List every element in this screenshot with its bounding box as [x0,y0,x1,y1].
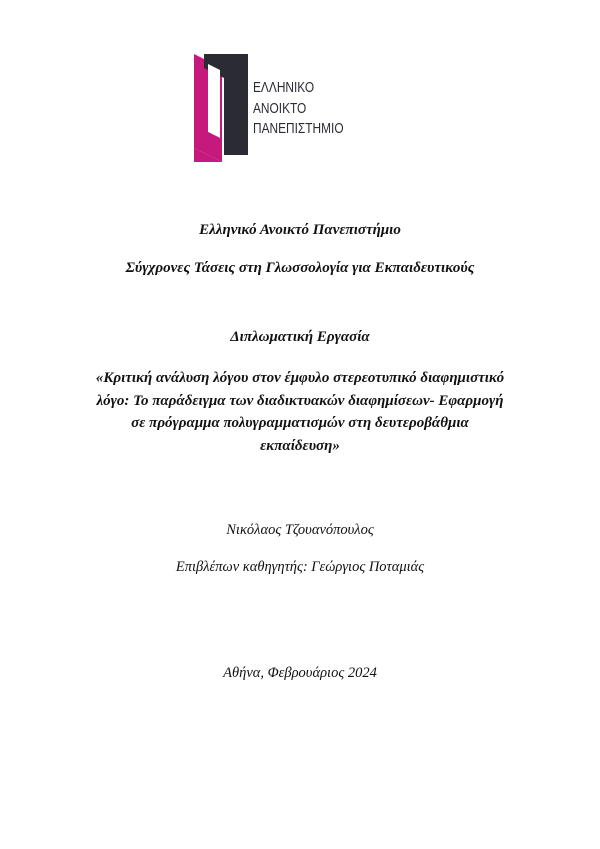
logo-line-1: ΕΛΛΗΝΙΚΟ [253,80,315,96]
logo-line-2: ΑΝΟΙΚΤΟ [253,100,307,117]
program-name: Σύγχρονες Τάσεις στη Γλωσσολογία για Εκπαιδευτικούς [125,260,475,276]
thesis-title [90,367,510,458]
thesis-title-line: εκπαίδευση» [260,438,340,455]
logo-mark-icon [194,54,254,162]
thesis-title-line: «Κριτική ανάλυση λόγου στον έμφυλο στερεοτυπικό διαφημιστικό [95,370,505,386]
author-name: Νικόλαος Τζουανόπουλος [226,522,374,538]
place-date: Αθήνα, Φεβρουάριος 2024 [223,665,377,681]
university-logo [194,54,364,162]
logo-line-3: ΠΑΝΕΠΙΣΤΗΜΙΟ [253,121,344,137]
university-name: Ελληνικό Ανοικτό Πανεπιστήμιο [199,222,401,238]
supervisor: Επιβλέπων καθηγητής: Γεώργιος Ποταμιάς [175,559,425,575]
thesis-title-line: λόγο: Το παράδειγμα των διαδικτυακών διαφημίσεων- Εφαρμογή [96,392,504,409]
thesis-title-line: σε πρόγραμμα πολυγραμματισμών στη δευτεροβάθμια [131,415,469,432]
logo-wordmark [253,78,344,140]
document-type: Διπλωματική Εργασία [230,329,370,345]
